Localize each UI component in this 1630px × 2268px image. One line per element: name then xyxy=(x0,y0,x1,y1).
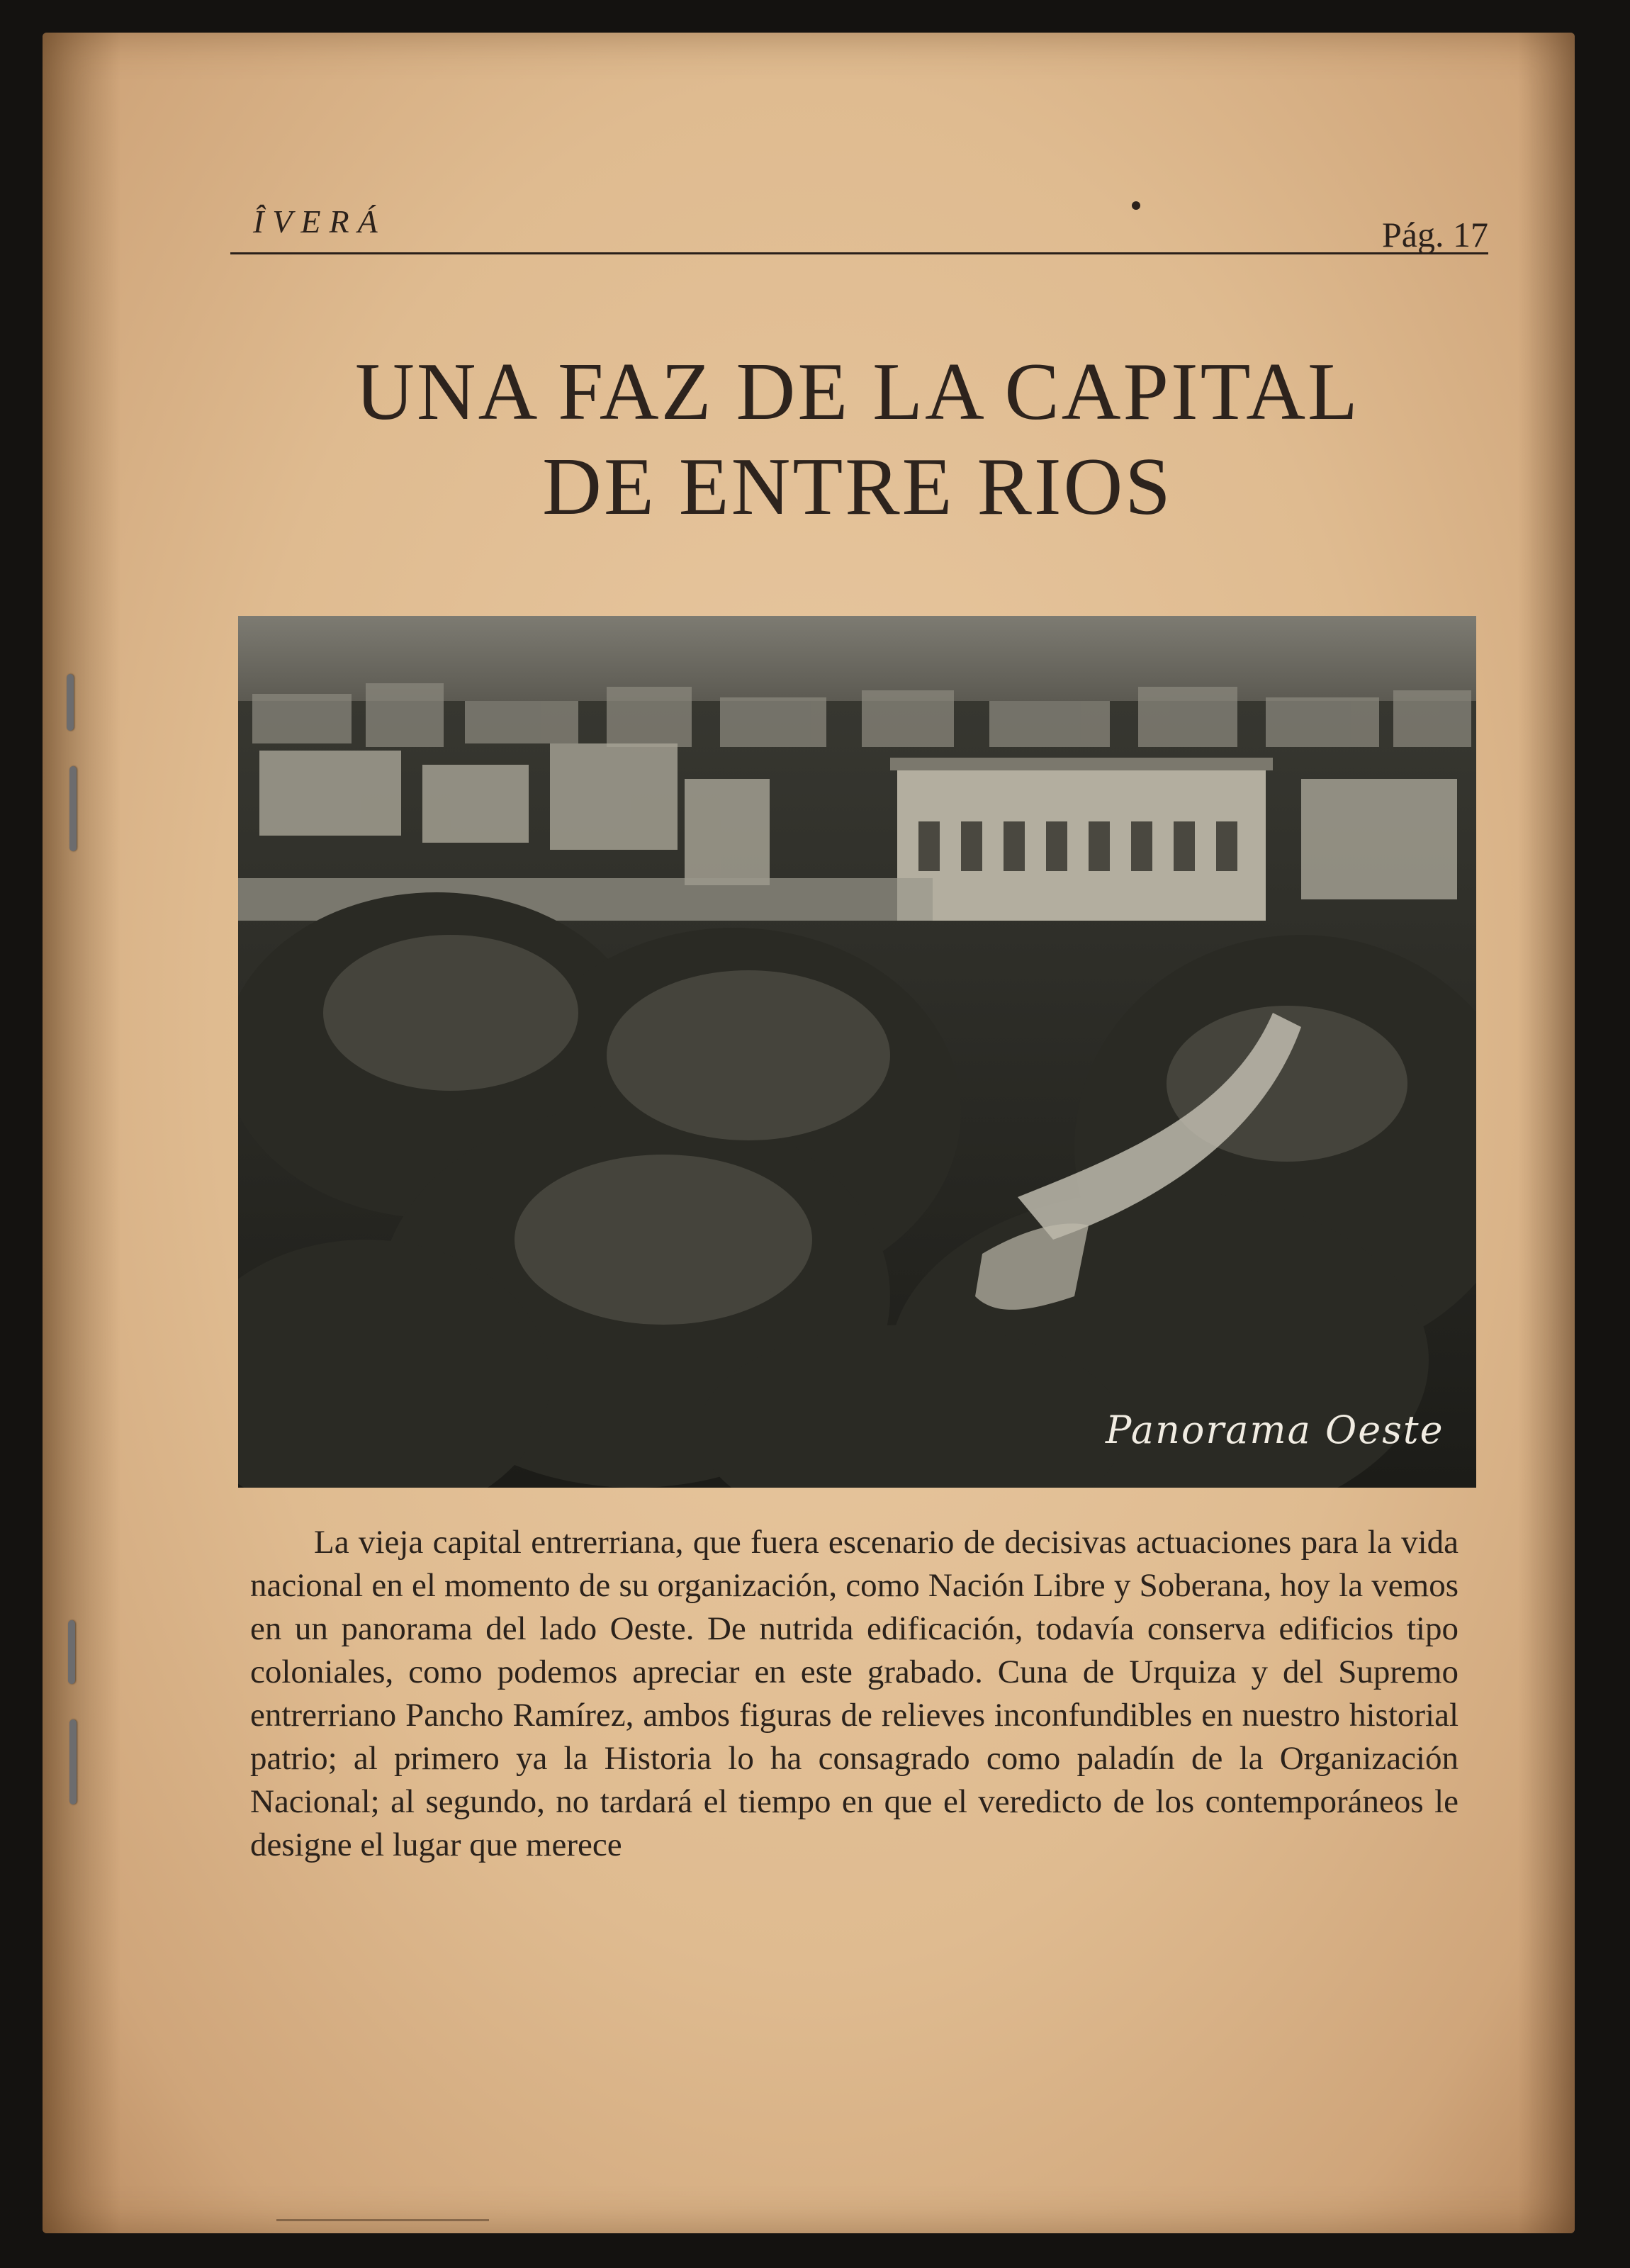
staple-top-b xyxy=(69,766,77,851)
staple-bottom-b xyxy=(69,1719,77,1804)
page-header xyxy=(230,181,1488,254)
staple-bottom-a xyxy=(68,1620,75,1684)
city-panorama-photo xyxy=(238,616,1476,1488)
magazine-page xyxy=(43,33,1575,2233)
page-edge-shadow xyxy=(1518,33,1575,2233)
running-title: ÎVERÁ xyxy=(253,203,386,240)
article-title-line-2: DE ENTRE RIOS xyxy=(542,442,1173,532)
footer-rule xyxy=(276,2219,489,2221)
article-body: La vieja capital entrerriana, que fuera escenario de decisivas actuaciones para la vida nacional en el momento de su organización, como Nación Libre y Soberana, hoy la vemos en un panorama del lado Oeste. De nutrida edificación, todavía conserva edificios tipo coloniales, como podemos apreciar en este grabado. Cuna de Urquiza y del Supremo entrerriano Pancho Ramírez, ambos figuras de relieves inconfundibles en nuestro historial patrio; al primero ya la Historia lo ha consagrado como paladín de la Organización Nacional; al segundo, no tardará el tiempo en que el veredicto de los contemporáneos le designe el lugar que merece xyxy=(250,1524,1458,1863)
photo-illustration xyxy=(238,616,1476,1488)
header-dot xyxy=(1132,201,1140,210)
binding-gutter xyxy=(43,33,120,2233)
photo-caption: Panorama Oeste xyxy=(1106,1408,1444,1452)
page-number: Pág. 17 xyxy=(1382,215,1488,254)
article-title xyxy=(241,344,1474,534)
article-title-line-1: UNA FAZ DE LA CAPITAL xyxy=(355,347,1360,437)
staple-top-a xyxy=(67,674,74,731)
